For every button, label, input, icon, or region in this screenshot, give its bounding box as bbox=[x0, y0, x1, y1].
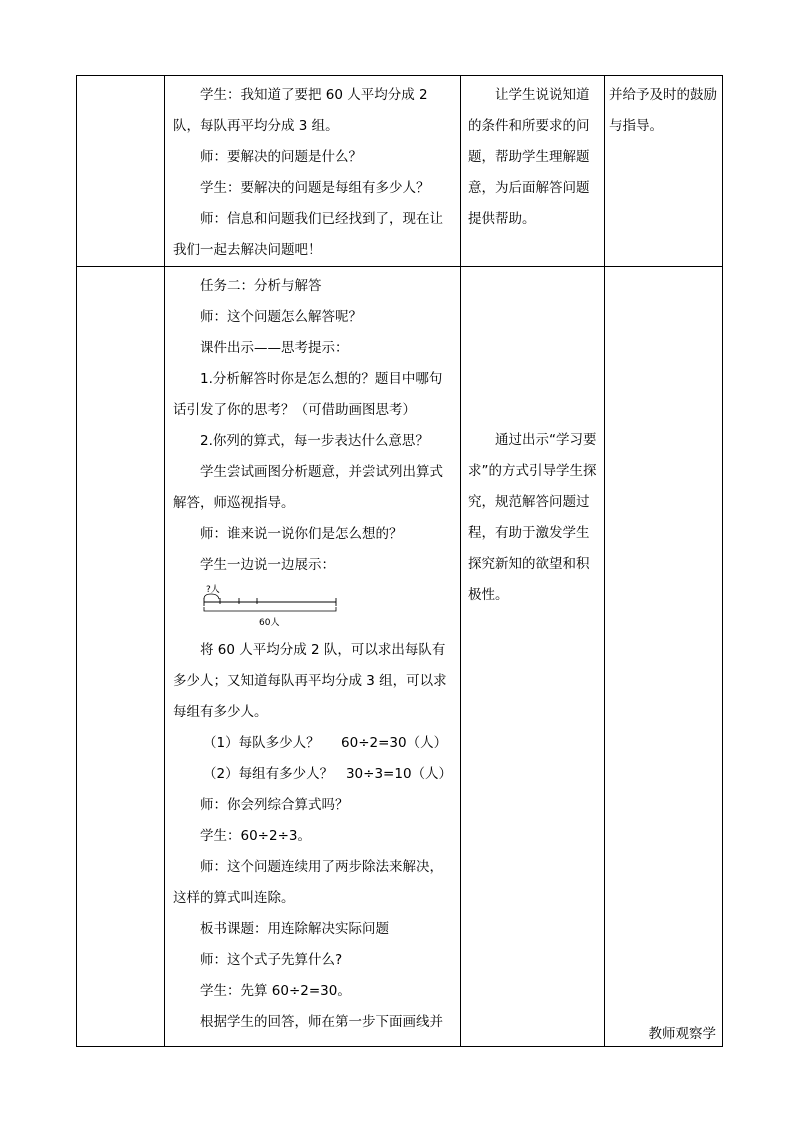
total-brace bbox=[204, 607, 336, 611]
paragraph: 学生：要解决的问题是每组有多少人？ bbox=[200, 180, 430, 196]
paragraph: 学生：60÷2÷3。 bbox=[200, 828, 311, 844]
blank-cell bbox=[77, 76, 165, 267]
paragraph: 师：这个问题连续用了两步除法来解决，这样的算式叫连除。 bbox=[173, 859, 443, 906]
paragraph: 学生：我知道了要把 60 人平均分成 2 队，每队再平均分成 3 组。 bbox=[173, 87, 428, 134]
diagram-bottom-label: 60人 bbox=[259, 618, 280, 628]
content-cell bbox=[165, 267, 461, 1047]
paragraph: 师：要解决的问题是什么？ bbox=[200, 149, 362, 165]
formula-line: （1）每队多少人？ 60÷2=30（人） bbox=[203, 735, 448, 751]
evaluation-cell bbox=[605, 267, 723, 1047]
paragraph: 1.分析解答时你是怎么想的？题目中哪句话引发了你的思考？（可借助画图思考） bbox=[173, 371, 443, 418]
table-row bbox=[77, 267, 723, 1047]
line-segment-diagram bbox=[201, 583, 452, 629]
design-intent-cell bbox=[461, 76, 605, 267]
design-intent-text: 让学生说说知道的条件和所要求的问题，帮助学生理解题意，为后面解答问题提供帮助。 bbox=[468, 87, 590, 227]
segment-diagram-svg bbox=[201, 583, 341, 629]
paragraph: 任务二：分析与解答 bbox=[200, 278, 322, 294]
paragraph: 师：这个问题怎么解答呢？ bbox=[200, 309, 362, 325]
evaluation-text: 教师观察学 bbox=[648, 1026, 717, 1042]
lesson-plan-table bbox=[76, 75, 723, 1047]
diagram-top-label: ?人 bbox=[206, 585, 220, 595]
content-cell bbox=[165, 76, 461, 267]
formula-line: （2）每组有多少人？ 30÷3=10（人） bbox=[203, 766, 453, 782]
paragraph: 2.你列的算式，每一步表达什么意思？ bbox=[200, 433, 429, 449]
design-intent-cell bbox=[461, 267, 605, 1047]
paragraph: 根据学生的回答，师在第一步下面画线并 bbox=[200, 1014, 443, 1030]
paragraph: 板书课题：用连除解决实际问题 bbox=[200, 921, 389, 937]
paragraph: 学生尝试画图分析题意，并尝试列出算式解答，师巡视指导。 bbox=[173, 464, 443, 511]
evaluation-cell bbox=[605, 76, 723, 267]
paragraph: 师：这个式子先算什么? bbox=[200, 952, 343, 968]
paragraph: 师：信息和问题我们已经找到了，现在让我们一起去解决问题吧！ bbox=[173, 211, 443, 258]
table-row bbox=[77, 76, 723, 267]
paragraph: 学生：先算 60÷2=30。 bbox=[200, 983, 351, 999]
evaluation-text: 并给予及时的鼓励与指导。 bbox=[609, 87, 718, 134]
paragraph: 课件出示——思考提示： bbox=[200, 340, 349, 356]
paragraph: 学生一边说一边展示： bbox=[200, 557, 335, 573]
paragraph: 师：你会列综合算式吗？ bbox=[200, 797, 349, 813]
blank-cell bbox=[77, 267, 165, 1047]
paragraph: 将 60 人平均分成 2 队，可以求出每队有多少人；又知道每队再平均分成 3 组，可以求每组有多少人。 bbox=[173, 642, 447, 720]
design-intent-text: 通过出示“学习要求”的方式引导学生探究，规范解答问题过程，有助于激发学生探究新知的欲望和积极性。 bbox=[468, 432, 597, 603]
paragraph: 师：谁来说一说你们是怎么想的？ bbox=[200, 526, 403, 542]
